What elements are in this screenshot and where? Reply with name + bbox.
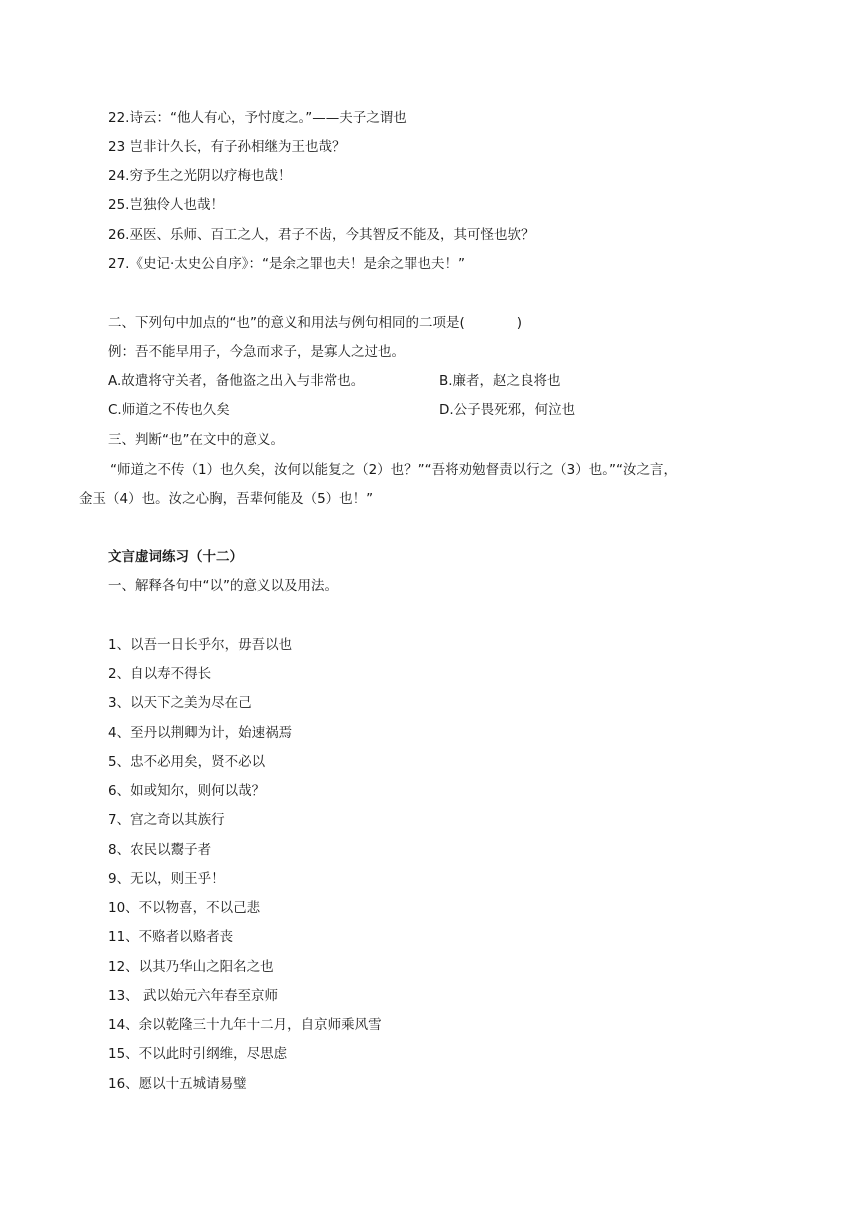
option-c: C.师道之不传也久矣 (108, 402, 230, 418)
list-item: 12、以其乃华山之阳名之也 (108, 959, 274, 975)
list-item: 10、不以物喜，不以己悲 (108, 900, 261, 916)
list-item: 7、宫之奇以其族行 (108, 812, 225, 828)
list-item: 8、农民以鬻子者 (108, 842, 212, 858)
list-item: 16、愿以十五城请易璧 (108, 1076, 247, 1092)
list-item: 11、不赂者以赂者丧 (108, 929, 234, 945)
option-b: B.廉者，赵之良将也 (439, 373, 561, 389)
list-item: 4、至丹以荆卿为计，始速祸焉 (108, 725, 293, 741)
list-item: 15、不以此时引纲维，尽思虑 (108, 1046, 288, 1062)
list-item: 1、以吾一日长乎尔，毋吾以也 (108, 637, 293, 653)
passage-line-2: 金玉（4）也。汝之心胸，吾辈何能及（5）也！” (79, 491, 374, 507)
exercise-title: 文言虚词练习（十二） (108, 549, 243, 565)
sentence-26: 26.巫医、乐师、百工之人，君子不齿，今其智反不能及，其可怪也欤？ (108, 227, 535, 243)
question-three: 三、判断“也”在文中的意义。 (108, 432, 284, 448)
passage-line-1: “师道之不传（1）也久矣，汝何以能复之（2）也？”“吾将劝勉督责以行之（3）也。”“汝之言， (110, 462, 677, 478)
sentence-23: 23 岂非计久长，有子孙相继为王也哉？ (108, 139, 346, 155)
list-item: 5、忠不必用矣，贤不必以 (108, 754, 266, 770)
list-item: 14、余以乾隆三十九年十二月，自京师乘风雪 (108, 1017, 382, 1033)
example-sentence: 例：吾不能早用子，今急而求子，是寡人之过也。 (108, 344, 405, 360)
sentence-24: 24.穷予生之光阴以疗梅也哉！ (108, 168, 292, 184)
option-d: D.公子畏死邪，何泣也 (439, 402, 576, 418)
option-a: A.故遣将守关者，备他盗之出入与非常也。 (108, 373, 365, 389)
sentence-22: 22.诗云：“他人有心，予忖度之。”——夫子之谓也 (108, 110, 407, 126)
list-item: 6、如或知尔，则何以哉？ (108, 783, 266, 799)
list-item: 2、自以寿不得长 (108, 666, 212, 682)
list-item: 9、无以，则王乎！ (108, 871, 225, 887)
sentence-27: 27.《史记·太史公自序》：“是余之罪也夫！是余之罪也夫！” (108, 256, 465, 272)
list-item: 13、 武以始元六年春至京师 (108, 988, 278, 1004)
sentence-25: 25.岂独伶人也哉！ (108, 197, 224, 213)
question-two (108, 313, 522, 333)
exercise-instruction: 一、解释各句中“以”的意义以及用法。 (108, 578, 338, 594)
question-two-close: ) (516, 315, 523, 331)
list-item: 3、以天下之美为尽在己 (108, 695, 252, 711)
question-two-text: 二、下列句中加点的“也”的意义和用法与例句相同的二项是( (108, 315, 465, 331)
